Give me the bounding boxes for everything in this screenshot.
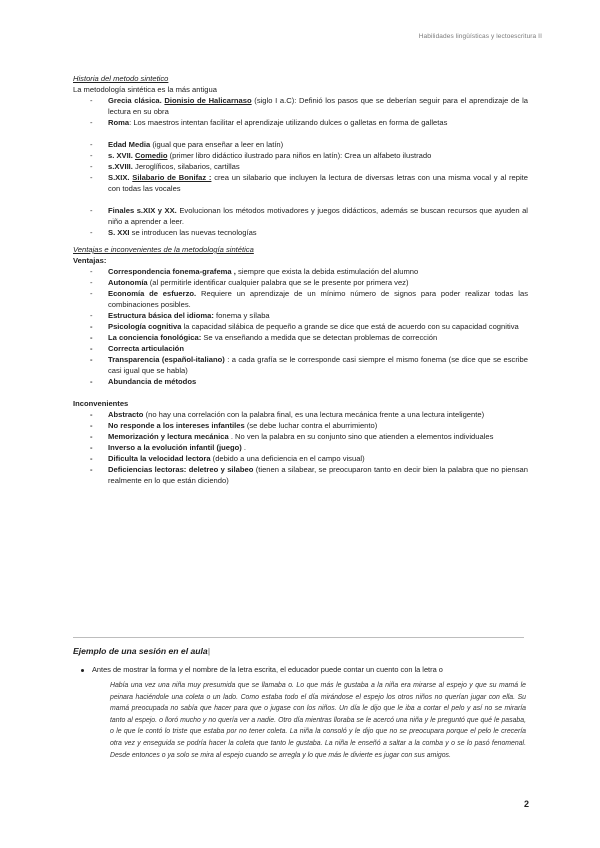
historia-item: - s. XVII. Comedio (primer libro didáctico ilustrado para niños en latín): Crea un alfabeto ilustrado (90, 151, 432, 160)
historia-title: Historia del metodo sintetico (73, 74, 169, 83)
ventaja-item: - Economía de esfuerzo. Requiere un aprendizaje de un mínimo número de signos para poder realizar todas las combinaciones posibles. (90, 289, 528, 309)
historia-intro: La metodología sintética es la más antigua (73, 85, 217, 94)
dash-marker: - (90, 465, 93, 474)
dash-marker: - (90, 173, 93, 182)
inconveniente-item: - Memorización y lectura mecánica . No ven la palabra en su conjunto sino que atienden a elementos individuales (90, 432, 494, 441)
dash-marker: - (90, 322, 93, 331)
dash-marker: - (90, 96, 93, 105)
dash-marker: - (90, 162, 93, 171)
inconveniente-item: - Dificulta la velocidad lectora (debido a una deficiencia en el campo visual) (90, 454, 365, 463)
historia-item: - Edad Media (igual que para enseñar a leer en latín) (90, 140, 284, 149)
dash-marker: - (90, 311, 93, 320)
dash-marker: - (90, 278, 93, 287)
dash-marker: - (90, 443, 93, 452)
ventaja-item: - Correspondencia fonema-grafema , siempre que exista la debida estimulación del alumno (90, 267, 419, 276)
dash-marker: - (90, 151, 93, 160)
historia-item: - S.XIX. Silabario de Bonifaz : crea un silabario que incluyen la lectura de diversas letras con una misma vocal y al repite con todas las vocales (90, 173, 528, 193)
dash-marker: - (90, 118, 93, 127)
ejemplo-title: Ejemplo de una sesión en el aula| (73, 646, 210, 656)
dash-marker: - (90, 432, 93, 441)
dash-marker: - (90, 421, 93, 430)
ejemplo-story: Había una vez una niña muy presumida que se llamaba o. Lo que más le gustaba a la niña era mirarse al espejo y que su mamá le peinara haciéndole una coleta o un lado. Como estaba todo el día mirándose el espejo los otros niños no querían jugar con ella. Su mamá preocupada no sabía que hacer para que o jugase con los niños. Un día le dijo que le iba a cortar el pelo y así no se miraría tanto al espejo. o lloró mucho y no quería ver a nadie. Otro día mientras lloraba se le acercó una niña y le preguntó que qué le pasaba, o le que le contó lo triste que estaba por no tener coleta. La niña la consoló y le dijo que no se preocupara porque el pelo le crecería otra vez y enseguida se podría hacer la coleta que tanto le gustaba. La niña le enseñó a saltar a la comba y o se lo pasó fenomenal. Desde entonces o ya solo se mira al espejo cuando se arregla y lo que más le divierte es jugar con sus amigos. (110, 682, 526, 759)
historia-item: - Grecia clásica. Dionisio de Halicarnaso (siglo I a.C): Definió los pasos que se deberían seguir para el aprendizaje de la lectura en su obra (90, 96, 528, 116)
dash-marker: - (90, 267, 93, 276)
inconveniente-item: - Abstracto (no hay una correlación con la palabra final, es una lectura mecánica frente a una lectura inteligente) (90, 410, 485, 419)
page-number: 2 (523, 799, 529, 809)
ventaja-item: - Abundancia de métodos (90, 377, 197, 386)
ventaja-item: - Correcta articulación (90, 344, 184, 353)
dash-marker: - (90, 206, 93, 215)
ejemplo-bullet: Antes de mostrar la forma y el nombre de la letra escrita, el educador puede contar un cuento con la letra o (81, 665, 528, 674)
ventaja-item: - La conciencia fonológica: Se va enseñando a medida que se detectan problemas de corrección (90, 333, 438, 342)
inconveniente-item: - Deficiencias lectoras: deletreo y silabeo (tienen a silabear, se preocuparon tanto en decir bien la palabra que no piensan realmente en lo que están diciendo) (90, 465, 528, 485)
ventaja-item: - Autonomía (al permitirle identificar cualquier palabra que se le presente por primera vez) (90, 278, 409, 287)
section-divider (73, 637, 524, 638)
ventajas-section-title: Ventajas e inconvenientes de la metodología sintética (73, 245, 254, 254)
historia-item: - s.XVIII. Jeroglíficos, silabarios, cartillas (90, 162, 240, 171)
ventaja-item: - Transparencia (español-italiano) : a cada grafía se le corresponde casi siempre el mismo fonema (se dice que se escribe casi igual que se habla) (90, 355, 528, 375)
dash-marker: - (90, 454, 93, 463)
dash-marker: - (90, 344, 93, 353)
dash-marker: - (90, 355, 93, 364)
historia-item: - S. XXI se introducen las nuevas tecnologías (90, 228, 257, 237)
historia-item: - Roma: Los maestros intentan facilitar el aprendizaje utilizando dulces o galletas en forma de galletas (90, 118, 448, 127)
inconvenientes-label: Inconvenientes (73, 399, 129, 408)
dash-marker: - (90, 228, 93, 237)
page-content (73, 73, 528, 486)
dash-marker: - (90, 333, 93, 342)
inconveniente-item: - Inverso a la evolución infantil (juego) . (90, 443, 246, 452)
dash-marker: - (90, 140, 93, 149)
text-cursor-icon: | (207, 646, 210, 656)
page-header: Habilidades lingüísticas y lectoescritura II (418, 33, 542, 40)
ventaja-item: - Psicología cognitiva la capacidad silábica de pequeño a grande se dice que está de acuerdo con su capacidad cognitiva (90, 322, 519, 331)
ventaja-item: - Estructura básica del idioma: fonema y sílaba (90, 311, 270, 320)
dash-marker: - (90, 289, 93, 298)
ventajas-label: Ventajas: (73, 256, 107, 265)
dash-marker: - (90, 410, 93, 419)
bullet-dot-icon (81, 669, 84, 672)
dash-marker: - (90, 377, 93, 386)
inconveniente-item: - No responde a los intereses infantiles (se debe luchar contra el aburrimiento) (90, 421, 378, 430)
historia-item: - Finales s.XIX y XX. Evolucionan los métodos motivadores y juegos didácticos, además se buscan recursos que ayuden al niño a aprender a leer. (90, 206, 528, 226)
